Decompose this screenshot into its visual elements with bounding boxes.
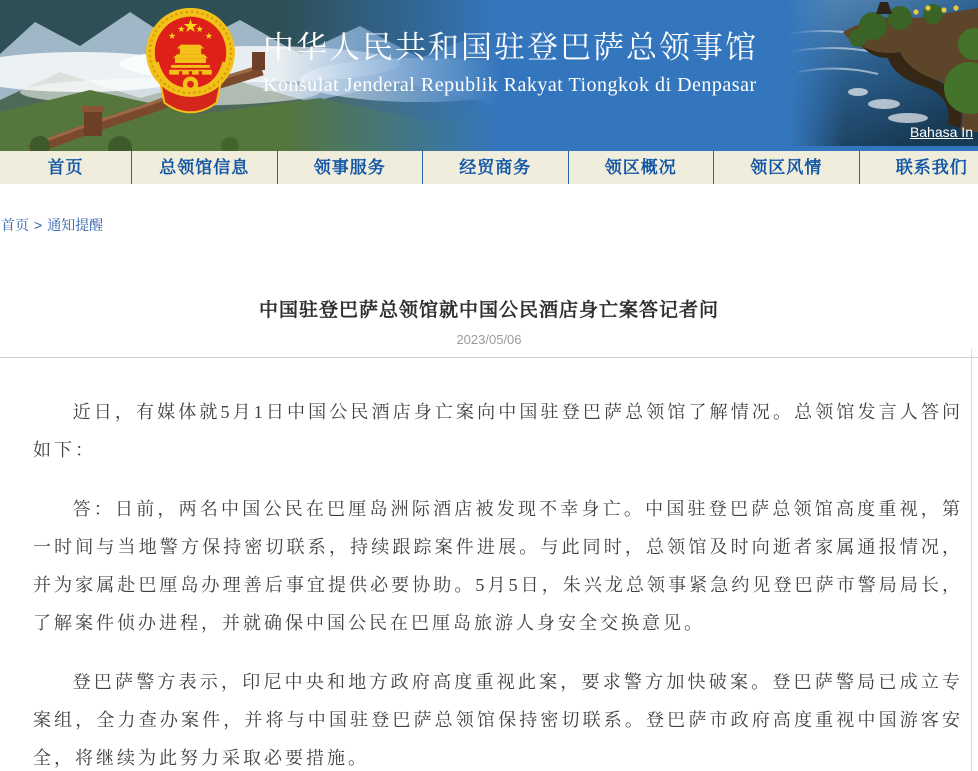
nav-item-district-scenery[interactable]: 领区风情 xyxy=(714,151,860,184)
article-title: 中国驻登巴萨总领馆就中国公民酒店身亡案答记者问 xyxy=(258,300,719,321)
site-title-chinese: 中华人民共和国驻登巴萨总领事馆 xyxy=(263,30,758,65)
breadcrumb-separator: > xyxy=(34,217,43,233)
nav-item-home[interactable]: 首页 xyxy=(0,151,132,184)
nav-item-contact-us[interactable]: 联系我们 xyxy=(860,151,978,184)
article-paragraph: 答：日前，两名中国公民在巴厘岛洲际酒店被发现不幸身亡。中国驻登巴萨总领馆高度重视，第一时间与当地警方保持密切联系，持续跟踪案件进展。与此同时，总领馆及时向逝者家属通报情况，并为家属赴巴厘岛办理善后事宜提供必要协助。5月5日，朱兴龙总领事紧急约见登巴萨市警局局长，了解案件侦办进程，并就确保中国公民在巴厘岛旅游人身安全交换意见。 xyxy=(33,499,963,633)
language-switch-link[interactable]: Bahasa In xyxy=(909,124,973,140)
nav-item-district-overview[interactable]: 领区概况 xyxy=(569,151,715,184)
article-paragraph: 登巴萨警方表示，印尼中央和地方政府高度重视此案，要求警方加快破案。登巴萨警局已成立专案组，全力查办案件，并将与中国驻登巴萨总领馆保持密切联系。登巴萨市政府高度重视中国游客安全，将继续为此努力采取必要措施。 xyxy=(33,672,963,768)
china-national-emblem-icon xyxy=(142,6,239,120)
content-right-border xyxy=(971,349,972,771)
site-title-block xyxy=(263,22,758,97)
nav-item-economic-trade[interactable]: 经贸商务 xyxy=(423,151,569,184)
breadcrumb xyxy=(0,215,978,235)
site-title-indonesian: Konsulat Jenderal Republik Rakyat Tiongkok di Denpasar xyxy=(263,74,757,96)
breadcrumb-home-link[interactable]: 首页 xyxy=(1,217,29,233)
nav-item-consular-services[interactable]: 领事服务 xyxy=(278,151,424,184)
article-paragraph: 近日，有媒体就5月1日中国公民酒店身亡案向中国驻登巴萨总领馆了解情况。总领馆发言人答问如下： xyxy=(33,402,963,460)
breadcrumb-current-link[interactable]: 通知提醒 xyxy=(47,217,104,233)
article-date: 2023/05/06 xyxy=(456,332,522,347)
main-nav xyxy=(0,151,978,184)
nav-item-consulate-info[interactable]: 总领馆信息 xyxy=(132,151,278,184)
site-header xyxy=(0,0,978,151)
article-body xyxy=(0,358,978,771)
